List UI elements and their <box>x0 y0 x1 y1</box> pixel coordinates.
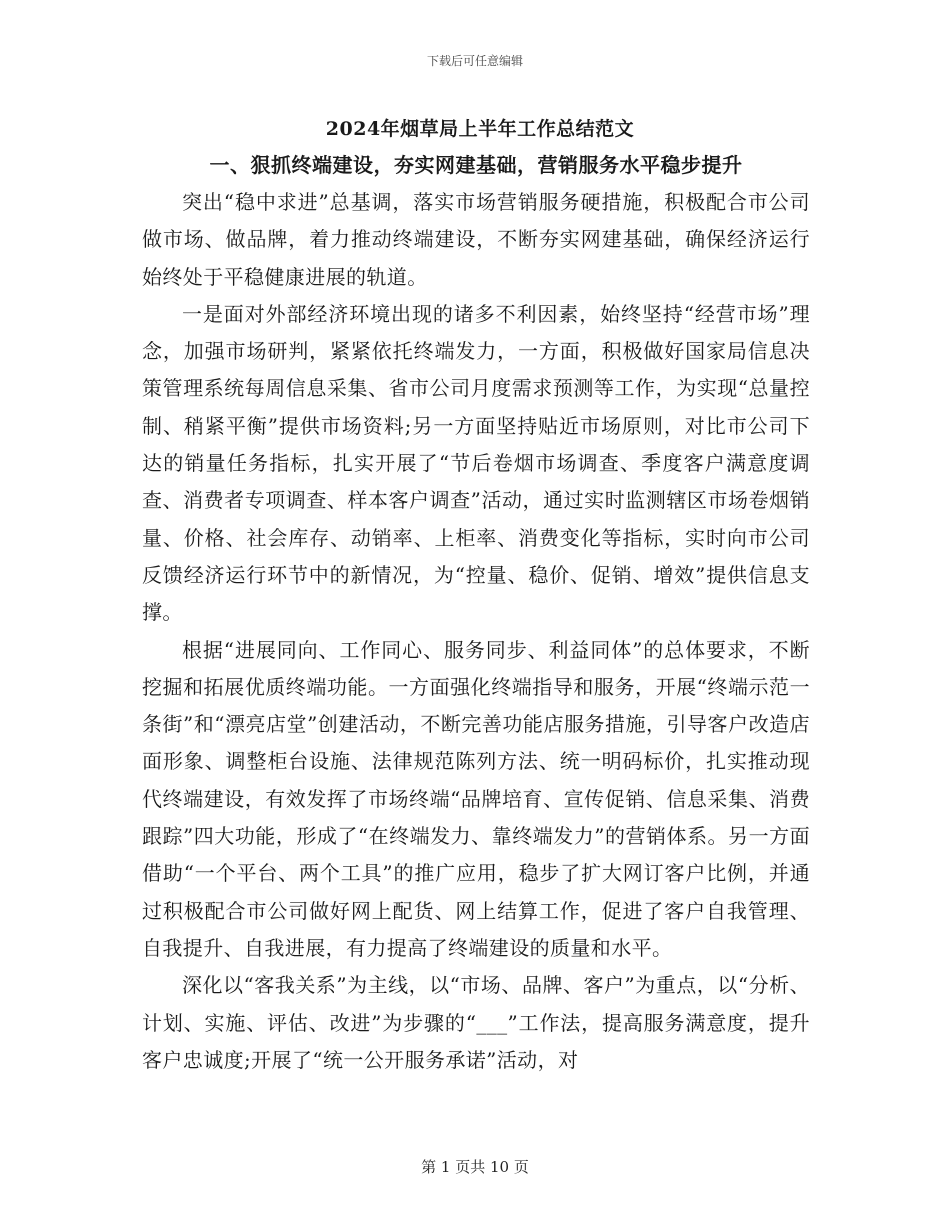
document-title: 2024年烟草局上半年工作总结范文 <box>325 118 635 140</box>
document-body <box>142 112 810 1079</box>
page-number: 第 1 页共 10 页 <box>421 1158 529 1176</box>
paragraph-3: 根据“进展同向、工作同心、服务同步、利益同体”的总体要求，不断挖掘和拓展优质终端功能。一方面强化终端指导和服务，开展“终端示范一条街”和“漂亮店堂”创建活动，不断完善功能店服务措施，引导客户改造店面形象、调整柜台设施、法律规范陈列方法、统一明码标价，扎实推动现代终端建设，有效发挥了市场终端“品牌培育、宣传促销、信息采集、消费跟踪”四大功能，形成了“在终端发力、靠终端发力”的营销体系。另一方面借助“一个平台、两个工具”的推广应用，稳步了扩大网订客户比例，并通过积极配合市公司做好网上配货、网上结算工作，促进了客户自我管理、自我提升、自我进展，有力提高了终端建设的质量和水平。 <box>142 637 810 960</box>
page-header <box>0 52 950 69</box>
page-footer <box>0 1156 950 1177</box>
paragraph-4: 深化以“客我关系”为主线，以“市场、品牌、客户”为重点，以“分析、计划、实施、评估、改进”为步骤的“___”工作法，提高服务满意度，提升客户忠诚度;开展了“统一公开服务承诺”活动，对 <box>142 973 810 1072</box>
paragraph-2: 一是面对外部经济环境出现的诸多不利因素，始终坚持“经营市场”理念，加强市场研判，紧紧依托终端发力，一方面，积极做好国家局信息决策管理系统每周信息采集、省市公司月度需求预测等工作，为实现“总量控制、稍紧平衡”提供市场资料;另一方面坚持贴近市场原则，对比市公司下达的销量任务指标，扎实开展了“节后卷烟市场调查、季度客户满意度调查、消费者专项调查、样本客户调查”活动，通过实时监测辖区市场卷烟销量、价格、社会库存、动销率、上柜率、消费变化等指标，实时向市公司反馈经济运行环节中的新情况，为“控量、稳价、促销、增效”提供信息支撑。 <box>142 301 810 625</box>
header-text: 下载后可任意编辑 <box>426 54 523 68</box>
paragraph-1: 突出“稳中求进”总基调，落实市场营销服务硬措施，积极配合市公司做市场、做品牌，着力推动终端建设，不断夯实网建基础，确保经济运行始终处于平稳健康进展的轨道。 <box>142 190 810 289</box>
section-heading: 一、狠抓终端建设，夯实网建基础，营销服务水平稳步提升 <box>209 153 743 177</box>
